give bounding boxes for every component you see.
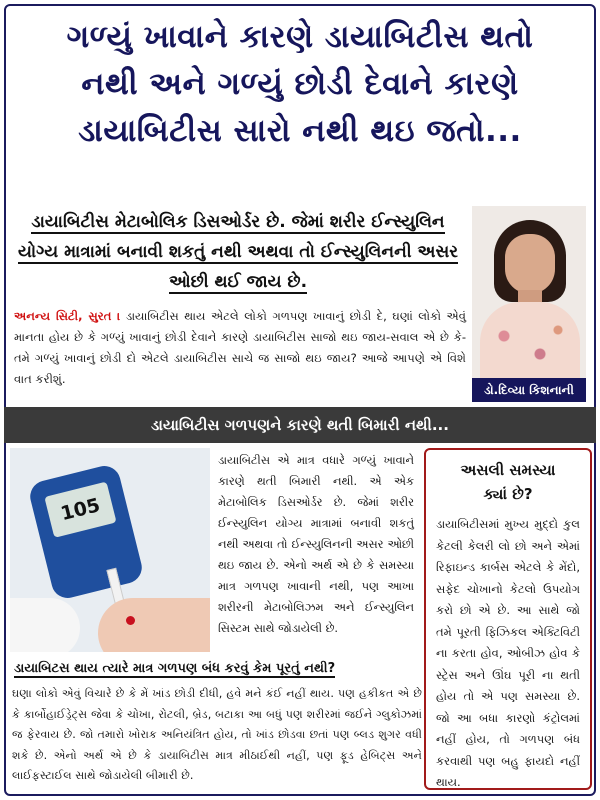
blood-drop-icon (126, 616, 135, 625)
sidebar-title (426, 458, 590, 506)
author-photo (472, 206, 586, 402)
dateline: અનન્ય સિટી, સુરત । (14, 309, 121, 323)
sidebar-box (424, 448, 592, 790)
subheadline (14, 207, 462, 297)
bottom-paragraph: ઘણા લોકો એવું વિચારે છે કે મેં ખાંડ છોડી દીધી, હવે મને કંઈ નહીં થાય. પણ હકીકત એ છે કે કાર્બોહાઈડ્રેટ્સ જેવા કે ચોખા, રોટલી, બ્રેડ, બટાકા આ બધું પણ શરીરમાં જઈને ગ્લુકોઝમાં જ ફેરવાય છે. જો તમારો ખોરાક અનિયંત્રિત હોય, તો ખાંડ છોડવા છતાં પણ બ્લડ શુગર વધી શકે છે. એનો અર્થ એ છે કે ડાયાબિટીસ માત્ર મીઠાઈથી નહીં, પણ ફૂડ હેબિટ્સ અને લાઈફસ્ટાઈલ સાથે જોડાયેલી બીમારી છે. (12, 687, 422, 782)
sidebar-title-line-1: અસલી સમસ્યા (460, 461, 556, 479)
glove-hand (10, 598, 80, 652)
section-banner: ડાયાબિટીસ ગળપણને કારણે થતી બિમારી નથી... (4, 407, 596, 443)
photo-face (505, 234, 555, 294)
question-text: ડાયાબિટસ થાય ત્યારે માત્ર ગળપણ બંધ કરવું કેમ પૂરતું નથી? (14, 661, 336, 676)
photo-pattern (486, 318, 576, 378)
subheadline-text: ડાયાબિટીસ મેટાબોલિક ડિસઓર્ડર છે. જેમાં શરીર ઈન્સ્યુલિન યોગ્ય માત્રામાં બનાવી શકતું નથી અથવા તો ઈન્સ્યુલિનની અસર ઓછી થઈ જાય છે. (17, 212, 459, 292)
sidebar-body: ડાયાબિટીસમાં મુખ્ય મુદ્દો કુલ કેટલી કેલરી લો છો અને એમાં રિફાઇન્ડ કાર્બસ એટલે કે મેંદો, સફેદ ચોખાનો કેટલો ઉપયોગ કરો છો એ છે. આ સાથે જો તમે પૂરતી ફિઝિકલ એક્ટિવિટી ના કરતા હોવ, ઓબીઝ હોવ કે સ્ટ્રેસ અને ઊંઘ પૂરી ના થતી હોય તો એ પણ સમસ્યા છે. જો આ બધા કારણો કંટ્રોલમાં નહીં હોય, તો ગળપણ બંધ કરવાથી પણ બહુ ફાયદો નહીં થાય. (436, 517, 580, 789)
headline-line-2: નથી અને ગળ્યું છોડી દેવાને કારણે (81, 66, 519, 102)
meter-screen: 105 (44, 482, 116, 538)
author-name: ડો.દિવ્યા કિશનાની (472, 378, 586, 402)
headline-line-3: ડાયાબિટીસ સારો નથી થઇ જતો... (78, 113, 522, 149)
intro-text: ડાયાબિટીસ થાય એટલે લોકો ગળપણ ખાવાનું છોડી દે, ઘણાં લોકો એવું માનતા હોય છે કે ગળ્યું ખાવાનું છોડી દેવાને કારણે ડાયાબિટીસ સાજો થઇ જાય-સવાલ એ છે કે-તમે ગળ્યું ખાવાનું છોડી દો એટલે ડાયાબિટીસ સાચે જ સાજો થઇ જાય? આજે આપણે એ વિશે વાત કરીશું. (14, 309, 466, 386)
sidebar-title-line-2: ક્યાં છે? (483, 485, 533, 503)
headline-line-1: ગળ્યું ખાવાને કારણે ડાયાબિટીસ થતો (66, 19, 534, 55)
headline (10, 14, 590, 155)
middle-paragraph: ડાયાબિટીસ એ માત્ર વધારે ગળ્યું ખાવાને કારણે થતી બિમારી નથી. એ એક મેટાબોલિક ડિસઓર્ડર છે. જેમાં શરીર ઈન્સ્યુલિન યોગ્ય માત્રામાં બનાવી શકતું નથી અથવા તો ઈન્સ્યુલિનની અસર ઓછી થઇ જાય છે. એનો અર્થ એ છે કે સમસ્યા માત્ર ગળપણ ખાવાની નથી, પણ આખા શરીરની મેટાબોલિઝમ અને ઈન્સ્યુલિન સિસ્ટમ સાથે જોડાયેલી છે. (218, 453, 414, 635)
intro-paragraph (14, 306, 466, 390)
glucometer-icon (27, 463, 145, 602)
question-heading (14, 658, 418, 680)
glucometer-photo (10, 448, 210, 652)
patient-finger (98, 598, 210, 652)
